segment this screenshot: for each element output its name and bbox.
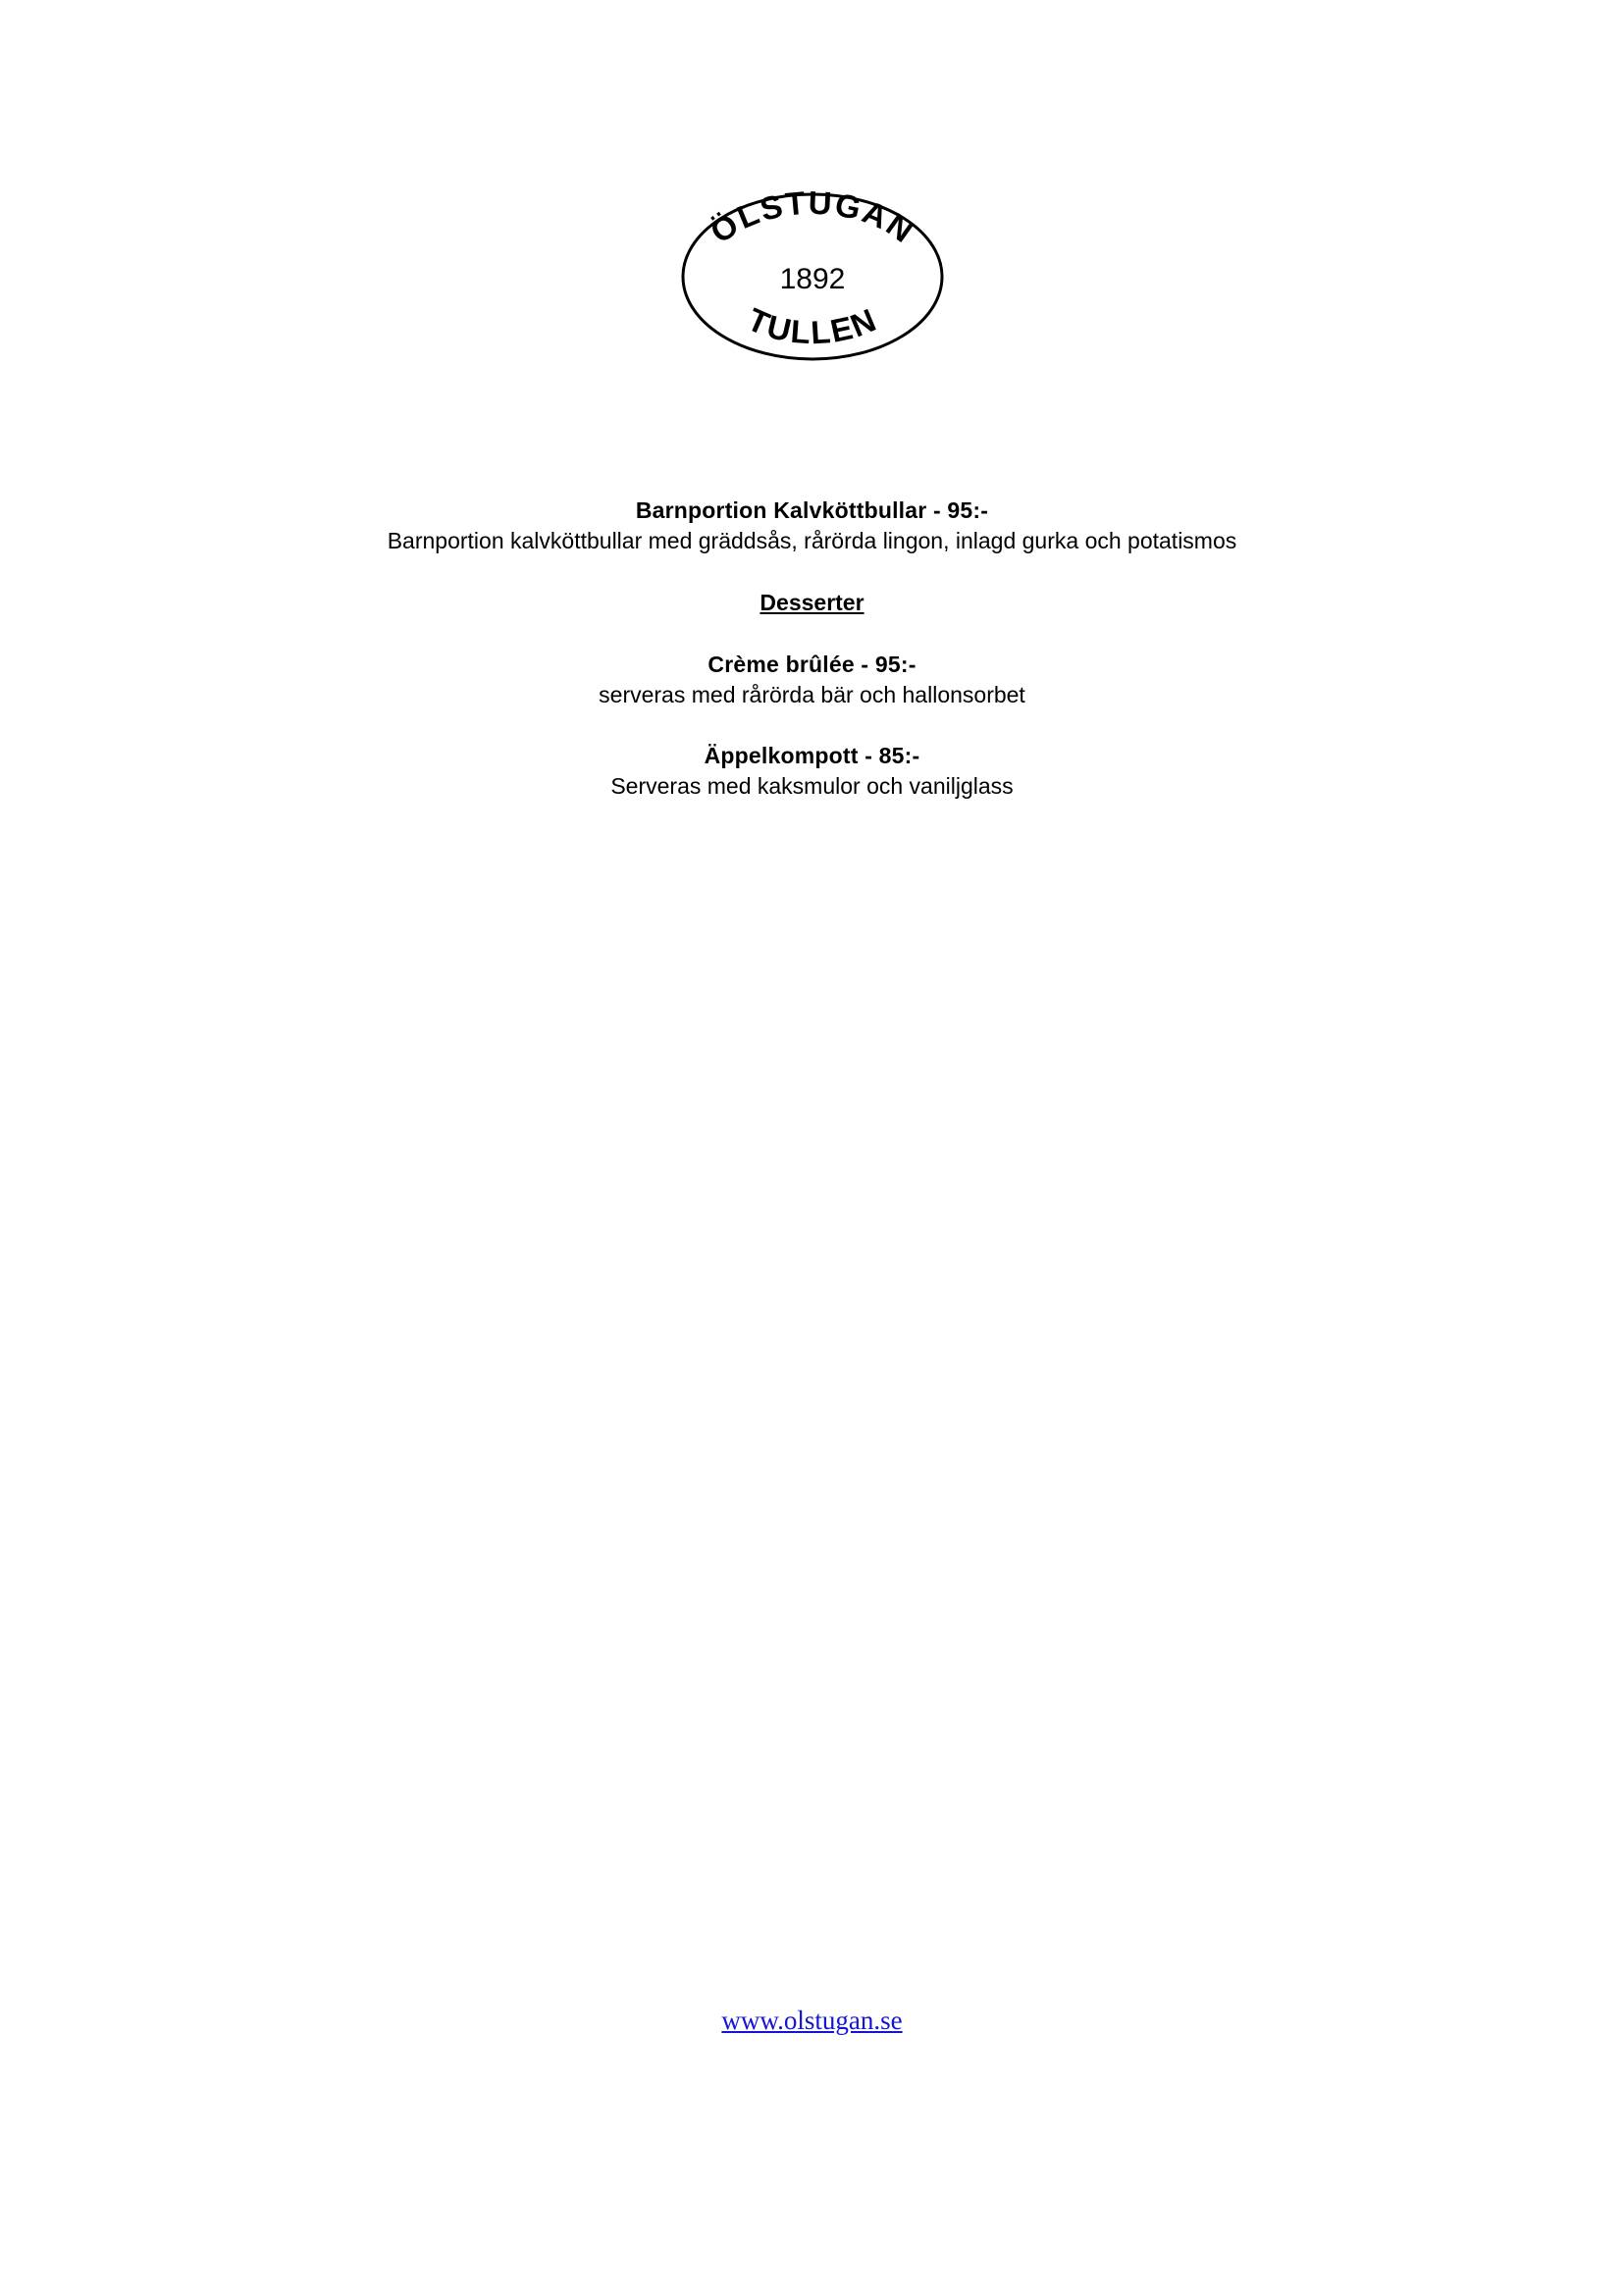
- spacer: [0, 710, 1624, 741]
- section-heading-desserter: Desserter: [760, 590, 864, 615]
- menu-item-title: Äppelkompott - 85:-: [704, 743, 920, 768]
- menu-item-title: Crème brûlée - 95:-: [707, 652, 917, 677]
- footer: [0, 2006, 1624, 2036]
- logo-container: [0, 179, 1624, 375]
- menu-item-description: serveras med rårörda bär och hallonsorbet: [599, 682, 1025, 707]
- svg-text:1892: 1892: [779, 263, 845, 295]
- menu-item: [0, 741, 1624, 802]
- menu-item-description: Serveras med kaksmulor och vaniljglass: [610, 773, 1014, 799]
- svg-text:TULLEN: TULLEN: [741, 300, 882, 351]
- spacer: [0, 618, 1624, 650]
- menu-item: [0, 650, 1624, 710]
- menu-item-title: Barnportion Kalvköttbullar - 95:-: [635, 497, 989, 523]
- olstugan-tullen-logo: [670, 179, 955, 375]
- menu-content: [0, 496, 1624, 802]
- svg-text:ÖLSTUGAN: ÖLSTUGAN: [703, 183, 921, 251]
- logo-oval-icon: [670, 179, 955, 375]
- spacer: [0, 556, 1624, 588]
- website-link[interactable]: www.olstugan.se: [721, 2006, 903, 2035]
- menu-item-description: Barnportion kalvköttbullar med gräddsås, rårörda lingon, inlagd gurka och potatismos: [387, 528, 1237, 553]
- menu-item: [0, 496, 1624, 556]
